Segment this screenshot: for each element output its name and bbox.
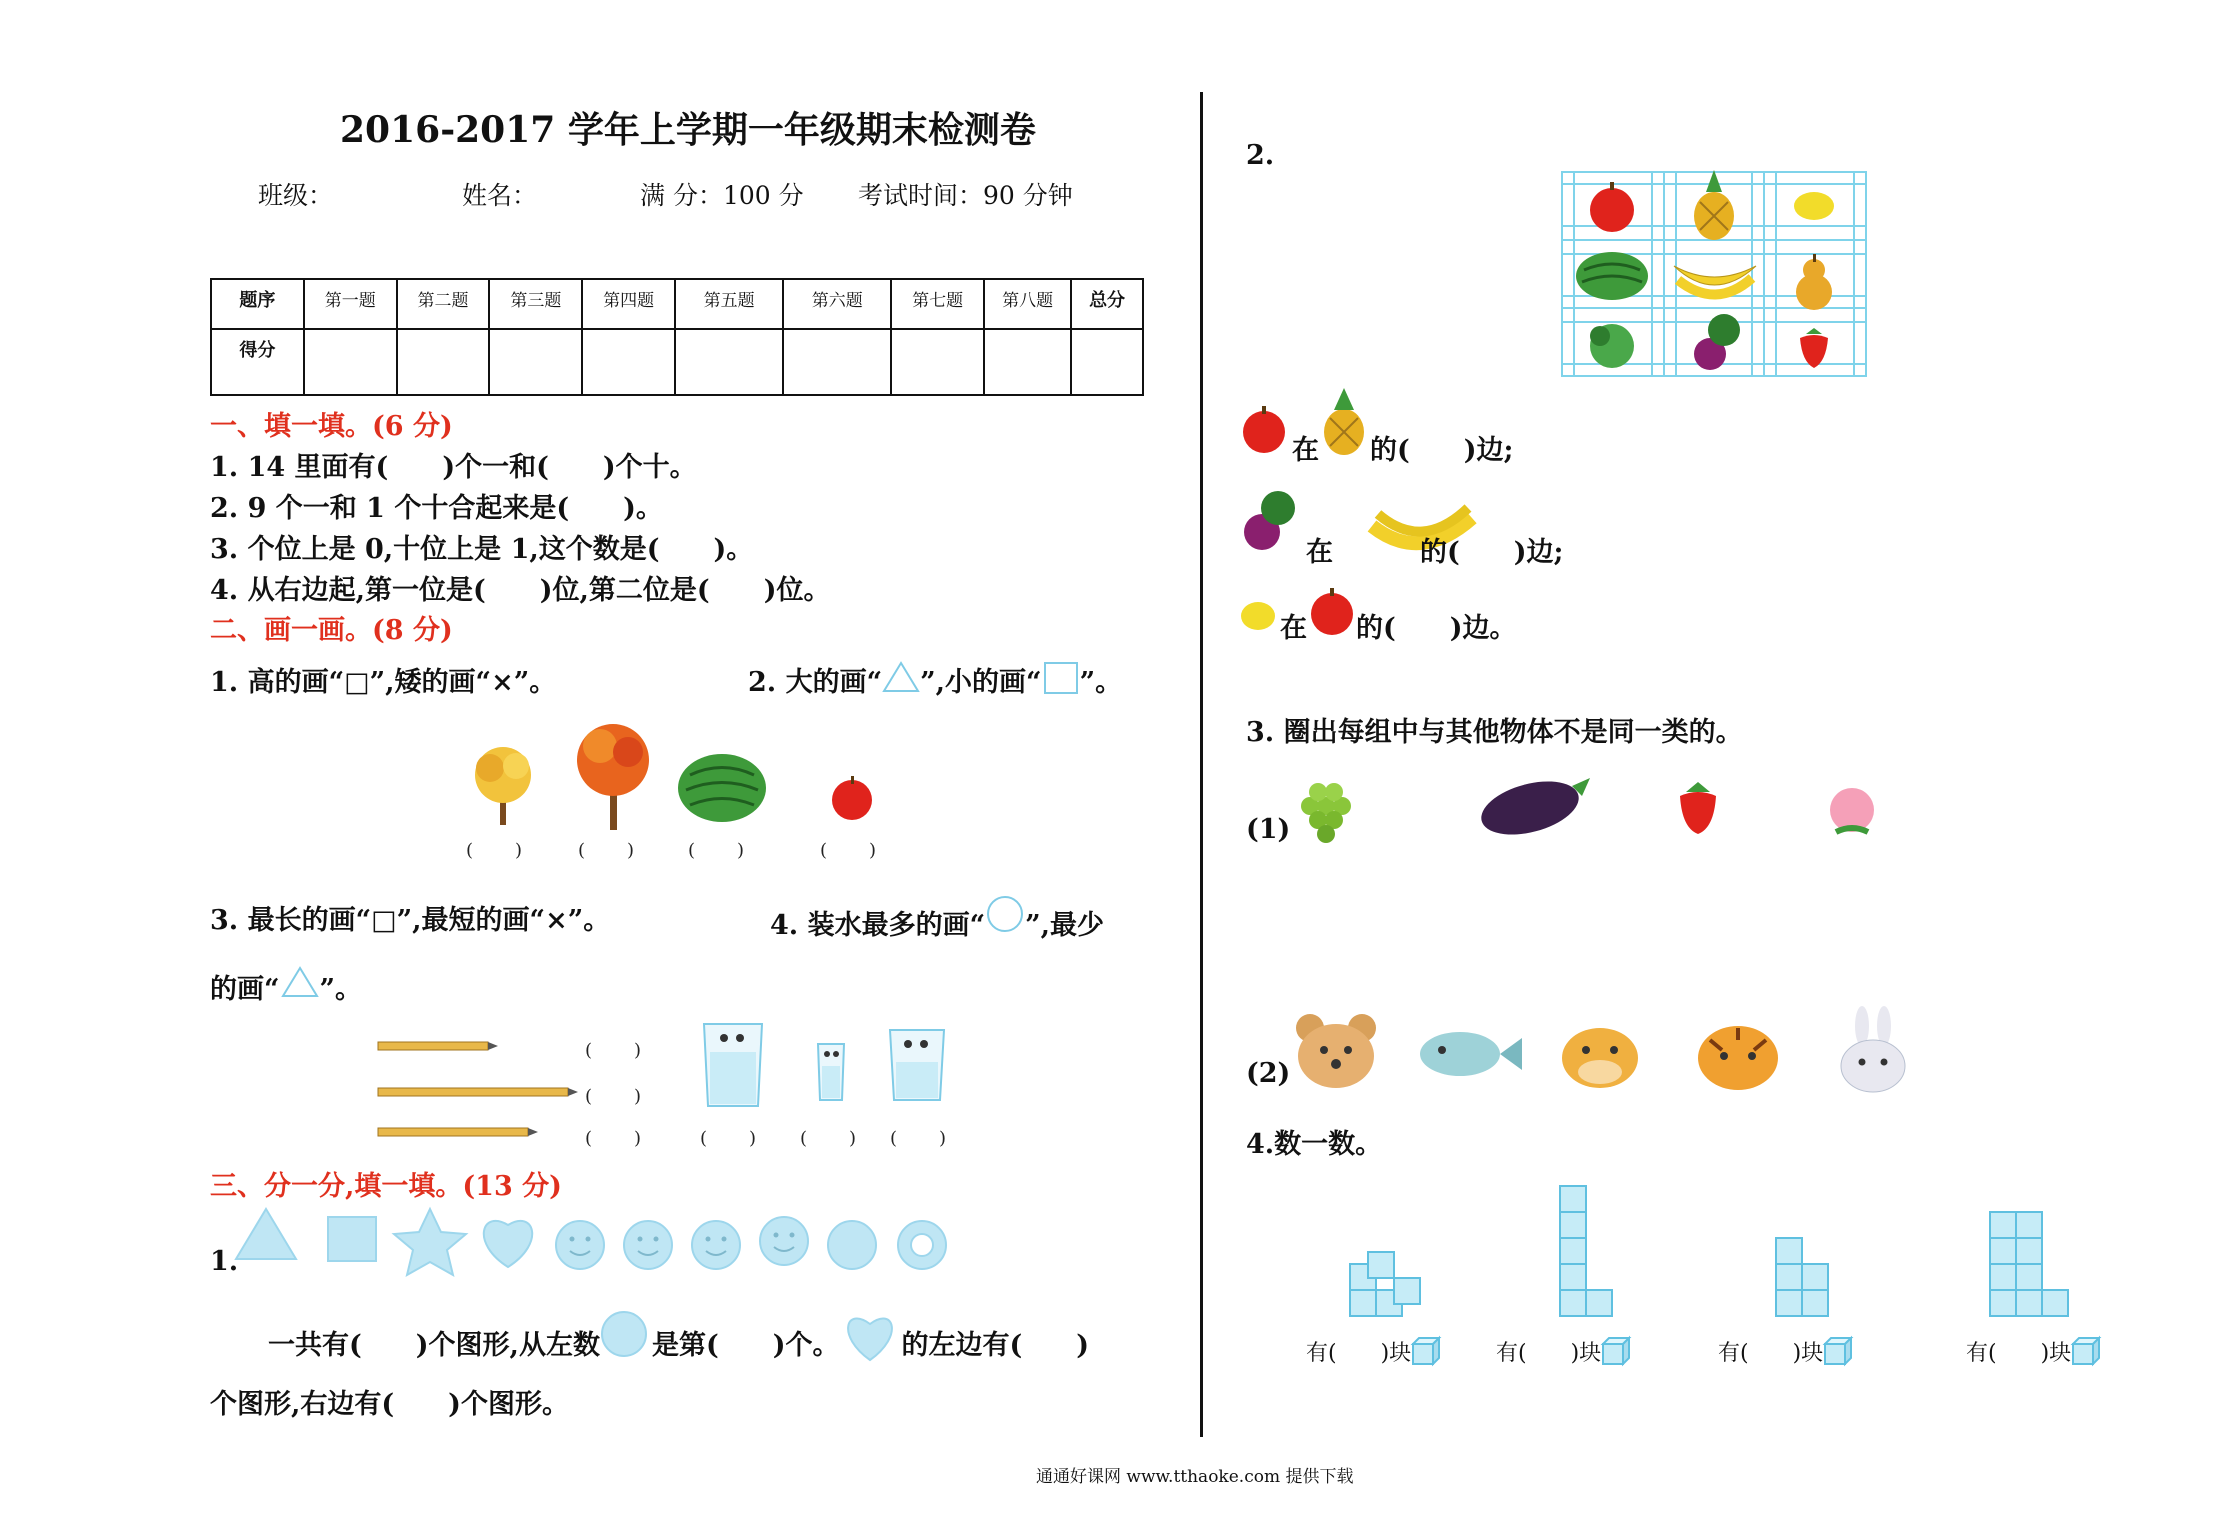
- banana-icon: [1674, 266, 1756, 295]
- s2-q1: 1. 高的画“□”,矮的画“×”。: [210, 667, 557, 698]
- group2-label: (2): [1246, 1058, 1291, 1089]
- s2-q4-part-c: 的画“: [210, 974, 280, 1005]
- pear-icon: [1796, 254, 1832, 310]
- section1-heading: 一、填一填。(6 分): [210, 411, 453, 442]
- smiley-shape: [556, 1221, 604, 1269]
- count-2-text: 有( )块: [1496, 1341, 1602, 1366]
- right-q4: 4.数一数。: [1246, 1129, 1383, 1160]
- cube-stack-2: [1560, 1186, 1612, 1316]
- heart-shape: [484, 1221, 532, 1267]
- answer-paren[interactable]: ( ): [800, 1128, 859, 1149]
- s2-q2-part-b: ”,小的画“: [920, 667, 1042, 698]
- class-label: 班级：: [258, 181, 334, 210]
- square-shape: [328, 1217, 376, 1261]
- count-3-text: 有( )块: [1718, 1341, 1824, 1366]
- star-shape: [394, 1209, 466, 1275]
- answer-paren[interactable]: ( ): [890, 1128, 949, 1149]
- pencil-icon: [378, 1128, 538, 1136]
- score-input-cell[interactable]: [891, 329, 984, 395]
- heart-icon: [840, 1320, 902, 1360]
- score-cell: 第四题: [582, 279, 675, 329]
- pencil-icon: [378, 1042, 498, 1050]
- ring-shape: [898, 1221, 946, 1269]
- name-label: 姓名：: [462, 181, 538, 210]
- right-q3: 3. 圈出每组中与其他物体不是同一类的。: [1246, 717, 1743, 748]
- circle-icon: [600, 1320, 652, 1360]
- watermelon-icon: [678, 754, 766, 822]
- s3-q1-num: 1.: [210, 1246, 239, 1277]
- lemon-icon: [1794, 192, 1834, 220]
- full-score: 满 分：100 分: [640, 181, 804, 210]
- page-divider: [1200, 92, 1203, 1437]
- count-4-text: 有( )块: [1966, 1341, 2072, 1366]
- exam-time: 考试时间：90 分钟: [858, 181, 1073, 210]
- cube-stack-1: [1350, 1252, 1420, 1316]
- group2-items: [1290, 1010, 1930, 1100]
- s3-line1-b: 是第( )个。: [651, 1330, 840, 1361]
- circle-icon: [985, 898, 1025, 936]
- pos1-rest: 的( )边;: [1370, 435, 1514, 466]
- lemon-icon: [1240, 596, 1278, 632]
- eggplant-icon: [1475, 772, 1590, 844]
- score-input-cell[interactable]: [489, 329, 582, 395]
- score-cell: 第五题: [675, 279, 783, 329]
- score-input-cell[interactable]: [397, 329, 490, 395]
- circle-shape: [828, 1221, 876, 1269]
- s2-q2: [748, 660, 1122, 699]
- fish-icon: [1420, 1032, 1522, 1076]
- cups: [700, 1022, 960, 1112]
- triangle-icon: [280, 966, 320, 1000]
- vegetable-icon: [1590, 324, 1634, 368]
- score-input-cell[interactable]: [582, 329, 675, 395]
- score-cell: 第七题: [891, 279, 984, 329]
- strawberry-icon: [1800, 328, 1828, 368]
- pineapple-icon: [1694, 170, 1734, 240]
- pos2-in: 在: [1306, 537, 1333, 568]
- cube-icon: [2071, 1338, 2101, 1366]
- s3-line1: [268, 1320, 1089, 1362]
- smiley-shape: [760, 1217, 808, 1265]
- cube-icon: [1601, 1338, 1631, 1366]
- section2-heading: 二、画一画。(8 分): [210, 615, 453, 646]
- square-icon: [1042, 661, 1080, 695]
- pencil-icon: [378, 1088, 578, 1096]
- s1-item-2: 2. 9 个一和 1 个十合起来是( )。: [210, 493, 663, 524]
- score-input-cell[interactable]: [783, 329, 891, 395]
- shape-row: [232, 1205, 972, 1281]
- short-tree-icon: [475, 747, 531, 825]
- strawberry-icon: [1680, 782, 1716, 834]
- score-cell: 第二题: [397, 279, 490, 329]
- s2-q4-part-a: 4. 装水最多的画“: [770, 910, 986, 941]
- count-1-text: 有( )块: [1306, 1341, 1412, 1366]
- answer-paren[interactable]: ( ): [466, 840, 525, 861]
- s2-q2-part-c: ”。: [1079, 667, 1123, 698]
- s1-item-1: 1. 14 里面有( )个一和( )个十。: [210, 452, 697, 483]
- cube-icon: [1823, 1338, 1853, 1366]
- s2-q4-part-d: ”。: [319, 974, 363, 1005]
- s2-q1-images: [460, 720, 900, 840]
- triangle-icon: [882, 661, 920, 695]
- peach-icon: [1830, 788, 1874, 832]
- smiley-shape: [692, 1221, 740, 1269]
- count-3: [1718, 1336, 1853, 1367]
- answer-paren[interactable]: ( ): [578, 840, 637, 861]
- s2-q2-part-a: 2. 大的画“: [748, 667, 883, 698]
- smiley-shape: [624, 1221, 672, 1269]
- right-q2-num: 2.: [1246, 140, 1275, 171]
- s2-q4-part-b: ”,最少: [1025, 910, 1105, 941]
- apple-icon: [1308, 584, 1358, 636]
- score-cell: 第六题: [783, 279, 891, 329]
- score-input-cell[interactable]: [984, 329, 1071, 395]
- answer-paren[interactable]: ( ): [820, 840, 879, 861]
- page-title: 2016-2017 学年上学期一年级期末检测卷: [340, 109, 1036, 151]
- pos3-in: 在: [1280, 613, 1307, 644]
- s1-item-3: 3. 个位上是 0,十位上是 1,这个数是( )。: [210, 534, 754, 565]
- count-1: [1306, 1336, 1441, 1367]
- pos3-rest: 的( )边。: [1356, 613, 1517, 644]
- watermelon-icon: [1576, 252, 1648, 300]
- cup-icon: [890, 1030, 944, 1100]
- s3-line1-c: 的左边有( ): [901, 1330, 1090, 1361]
- rabbit-icon: [1841, 1006, 1905, 1092]
- answer-paren[interactable]: ( ): [585, 1040, 644, 1061]
- cube-icon: [1411, 1338, 1441, 1366]
- score-cell: 题序: [211, 279, 304, 329]
- score-cell: 总分: [1071, 279, 1143, 329]
- answer-paren[interactable]: ( ): [585, 1128, 644, 1149]
- answer-paren[interactable]: ( ): [700, 1128, 759, 1149]
- score-cell: 第三题: [489, 279, 582, 329]
- cube-stacks: [1330, 1180, 2100, 1330]
- cube-stack-3: [1776, 1238, 1828, 1316]
- score-input-cell[interactable]: [1071, 329, 1143, 395]
- pos1-in: 在: [1292, 435, 1319, 466]
- s1-item-4: 4. 从右边起,第一位是( )位,第二位是( )位。: [210, 575, 831, 606]
- mouse-icon: [1296, 1014, 1376, 1088]
- score-input-cell[interactable]: [304, 329, 397, 395]
- tiger-icon: [1698, 1026, 1778, 1090]
- s3-line1-a: 一共有( )个图形,从左数: [268, 1330, 600, 1361]
- cup-icon: [704, 1024, 762, 1106]
- apple-icon: [1240, 402, 1290, 454]
- apple-icon: [832, 776, 872, 820]
- cube-stack-4: [1990, 1212, 2068, 1316]
- score-cell: 第一题: [304, 279, 397, 329]
- answer-paren[interactable]: ( ): [688, 840, 747, 861]
- apple-icon: [1590, 182, 1634, 232]
- cow-icon: [1562, 1028, 1638, 1088]
- triangle-shape: [236, 1209, 296, 1259]
- grapes-icon: [1301, 783, 1351, 843]
- count-2: [1496, 1336, 1631, 1367]
- fruit-grid: [1560, 170, 1870, 380]
- group1-items: [1290, 766, 1910, 846]
- count-4: [1966, 1336, 2101, 1367]
- group1-label: (1): [1246, 814, 1291, 845]
- score-input-cell[interactable]: [675, 329, 783, 395]
- answer-paren[interactable]: ( ): [585, 1086, 644, 1107]
- score-row-label: 得分: [211, 329, 304, 395]
- score-table: [210, 278, 1144, 396]
- s3-line2: 个图形,右边有( )个图形。: [210, 1389, 569, 1420]
- score-cell: 第八题: [984, 279, 1071, 329]
- radish-icon: [1240, 488, 1300, 554]
- pineapple-icon: [1320, 386, 1370, 456]
- pencils: [378, 1036, 578, 1146]
- tall-tree-icon: [577, 724, 649, 830]
- cup-icon: [818, 1044, 844, 1100]
- s2-q4: [770, 898, 1104, 942]
- s2-q4-cont: [210, 966, 362, 1006]
- pos2-rest: 的( )边;: [1420, 537, 1564, 568]
- footer-credit: 通通好课网 www.tthaoke.com 提供下载: [1036, 1467, 1354, 1487]
- section3-heading: 三、分一分,填一填。(13 分): [210, 1171, 562, 1202]
- s2-q3: 3. 最长的画“□”,最短的画“×”。: [210, 905, 611, 936]
